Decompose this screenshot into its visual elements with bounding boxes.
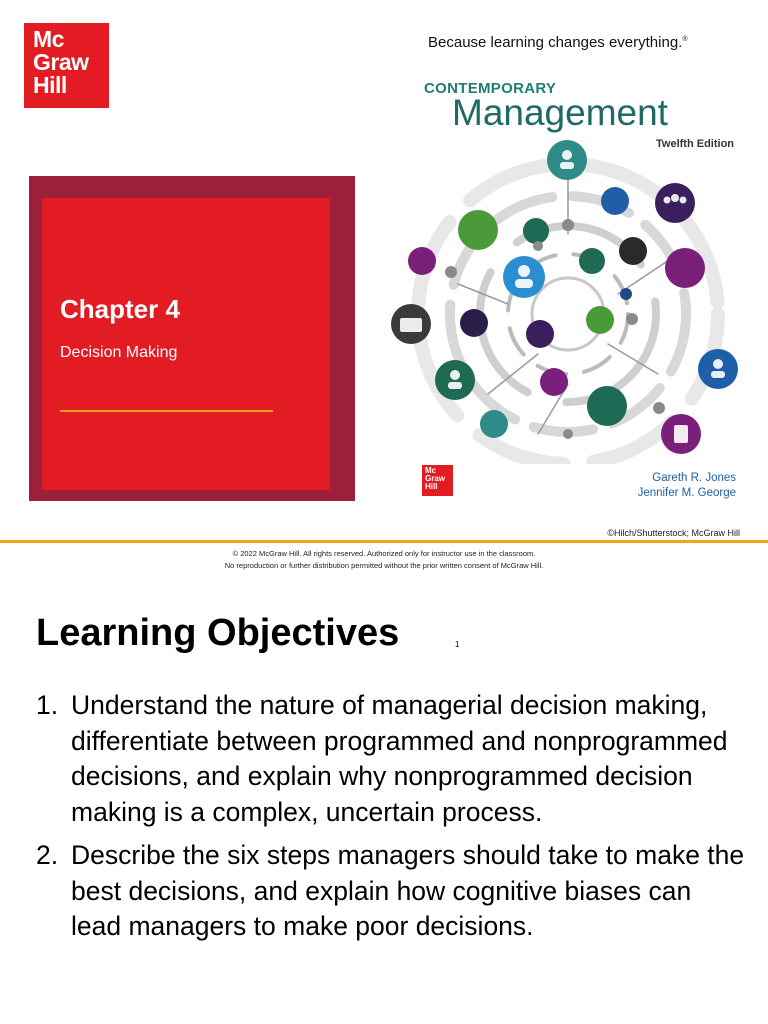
chapter-divider [60,410,273,412]
tagline [428,34,688,51]
copyright-line: No reproduction or further distribution permitted without the prior written consent of McGraw Hill. [224,560,544,570]
cover-network-illustration [378,134,748,464]
magnifier-person-icon [665,248,705,288]
item-number: 2. [36,840,59,870]
cover-edition: Twelfth Edition [656,138,735,150]
image-credit: ©Hilch/Shutterstock; McGraw Hill [607,528,740,538]
slide-divider [0,540,768,543]
tagline-text: Because learning changes everything. [428,34,683,51]
registered-mark: ® [682,36,688,43]
team-icon [655,183,695,223]
cover-publisher-logo [422,465,453,496]
mcgraw-hill-logo [24,23,109,108]
cover-authors [638,471,736,501]
chapter-panel [42,198,330,490]
book-cover [378,72,748,512]
learning-objectives-slide [0,592,768,1024]
logo-line: Graw [33,49,89,75]
briefcase-icon [619,237,647,265]
checklist-icon [408,247,436,275]
team-icon [460,309,488,337]
globe-people-icon [480,410,508,438]
scales-icon [587,386,627,426]
logo-line: Mc [425,466,437,475]
network-people-icon [458,210,498,250]
logo-line: Graw [425,474,446,483]
item-text: Understand the nature of managerial decision making, differentiate between programmed and nonprogrammed decisions, and explain why nonprogrammed decision making is a complex, uncertain process. [71,690,728,827]
objectives-list [36,688,746,953]
list-item [36,688,746,830]
author-name: Gareth R. Jones [652,472,736,484]
cover-title: Management [452,92,668,133]
person-gear-icon [601,187,629,215]
magnifier-person-icon [540,368,568,396]
logo-line: Hill [33,72,67,98]
chapter-title: Chapter 4 [60,294,180,324]
copyright-notice [0,548,768,571]
slide-number: 1 [455,640,460,649]
logo-line: Mc [33,26,64,52]
chapter-subtitle: Decision Making [60,344,178,361]
item-number: 1. [36,690,59,720]
logo-line: Hill [425,482,438,491]
slide-title: Learning Objectives [36,612,400,654]
list-item [36,838,746,945]
chapter-frame [29,176,355,501]
org-chart-icon [526,320,554,348]
network-people-icon [586,306,614,334]
presentation-icon [579,248,605,274]
copyright-line: © 2022 McGraw Hill. All rights reserved. Authorized only for instructor use in the classroom. [232,549,536,558]
author-name: Jennifer M. George [637,487,736,499]
cover-series: CONTEMPORARY [424,80,557,97]
scales-icon [523,218,549,244]
item-text: Describe the six steps managers should take to make the best decisions, and explain how cognitive biases can lead managers to make poor decisions. [71,840,745,941]
